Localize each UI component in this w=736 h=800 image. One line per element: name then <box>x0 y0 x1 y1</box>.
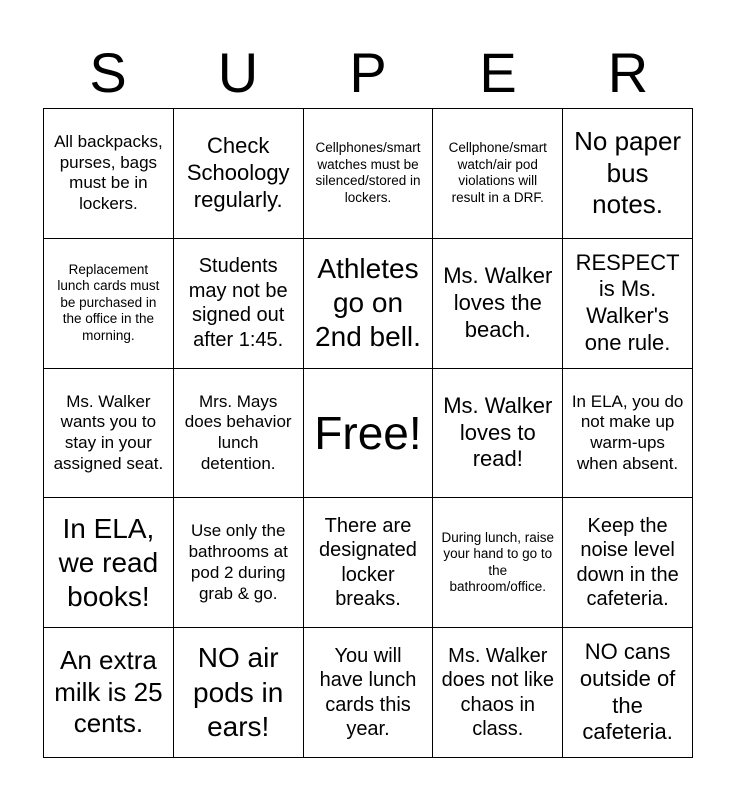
bingo-grid <box>43 108 693 758</box>
header-letter-e: E <box>479 41 517 104</box>
bingo-cell[interactable]: Cellphones/smart watches must be silenced/stored in lockers. <box>304 109 434 239</box>
bingo-cell[interactable]: There are designated locker breaks. <box>304 498 434 628</box>
bingo-cell[interactable]: You will have lunch cards this year. <box>304 628 434 758</box>
bingo-cell[interactable]: Ms. Walker wants you to stay in your assigned seat. <box>44 369 174 499</box>
bingo-cell[interactable]: Athletes go on 2nd bell. <box>304 239 434 369</box>
bingo-cell[interactable]: Ms. Walker loves the beach. <box>433 239 563 369</box>
bingo-cell[interactable]: RESPECT is Ms. Walker's one rule. <box>563 239 693 369</box>
bingo-cell[interactable]: An extra milk is 25 cents. <box>44 628 174 758</box>
bingo-cell[interactable]: Check Schoology regularly. <box>174 109 304 239</box>
bingo-cell[interactable]: No paper bus notes. <box>563 109 693 239</box>
bingo-cell[interactable]: During lunch, raise your hand to go to the bathroom/office. <box>433 498 563 628</box>
bingo-header <box>43 38 693 108</box>
bingo-cell[interactable]: All backpacks, purses, bags must be in lockers. <box>44 109 174 239</box>
bingo-cell[interactable]: Keep the noise level down in the cafeteria. <box>563 498 693 628</box>
header-letter-p: P <box>349 41 387 104</box>
bingo-cell[interactable]: In ELA, we read books! <box>44 498 174 628</box>
free-space-cell[interactable]: Free! <box>304 369 434 499</box>
bingo-cell[interactable]: In ELA, you do not make up warm-ups when absent. <box>563 369 693 499</box>
bingo-cell[interactable]: Replacement lunch cards must be purchased in the office in the morning. <box>44 239 174 369</box>
bingo-cell[interactable]: Ms. Walker does not like chaos in class. <box>433 628 563 758</box>
bingo-cell[interactable]: NO air pods in ears! <box>174 628 304 758</box>
bingo-cell[interactable]: Students may not be signed out after 1:45. <box>174 239 304 369</box>
header-letter-r: R <box>607 41 649 104</box>
bingo-cell[interactable]: NO cans outside of the cafeteria. <box>563 628 693 758</box>
header-letter-s: S <box>89 41 127 104</box>
bingo-cell[interactable]: Use only the bathrooms at pod 2 during grab & go. <box>174 498 304 628</box>
bingo-cell[interactable]: Mrs. Mays does behavior lunch detention. <box>174 369 304 499</box>
bingo-cell[interactable]: Ms. Walker loves to read! <box>433 369 563 499</box>
bingo-cell[interactable]: Cellphone/smart watch/air pod violations will result in a DRF. <box>433 109 563 239</box>
header-letter-u: U <box>217 41 259 104</box>
